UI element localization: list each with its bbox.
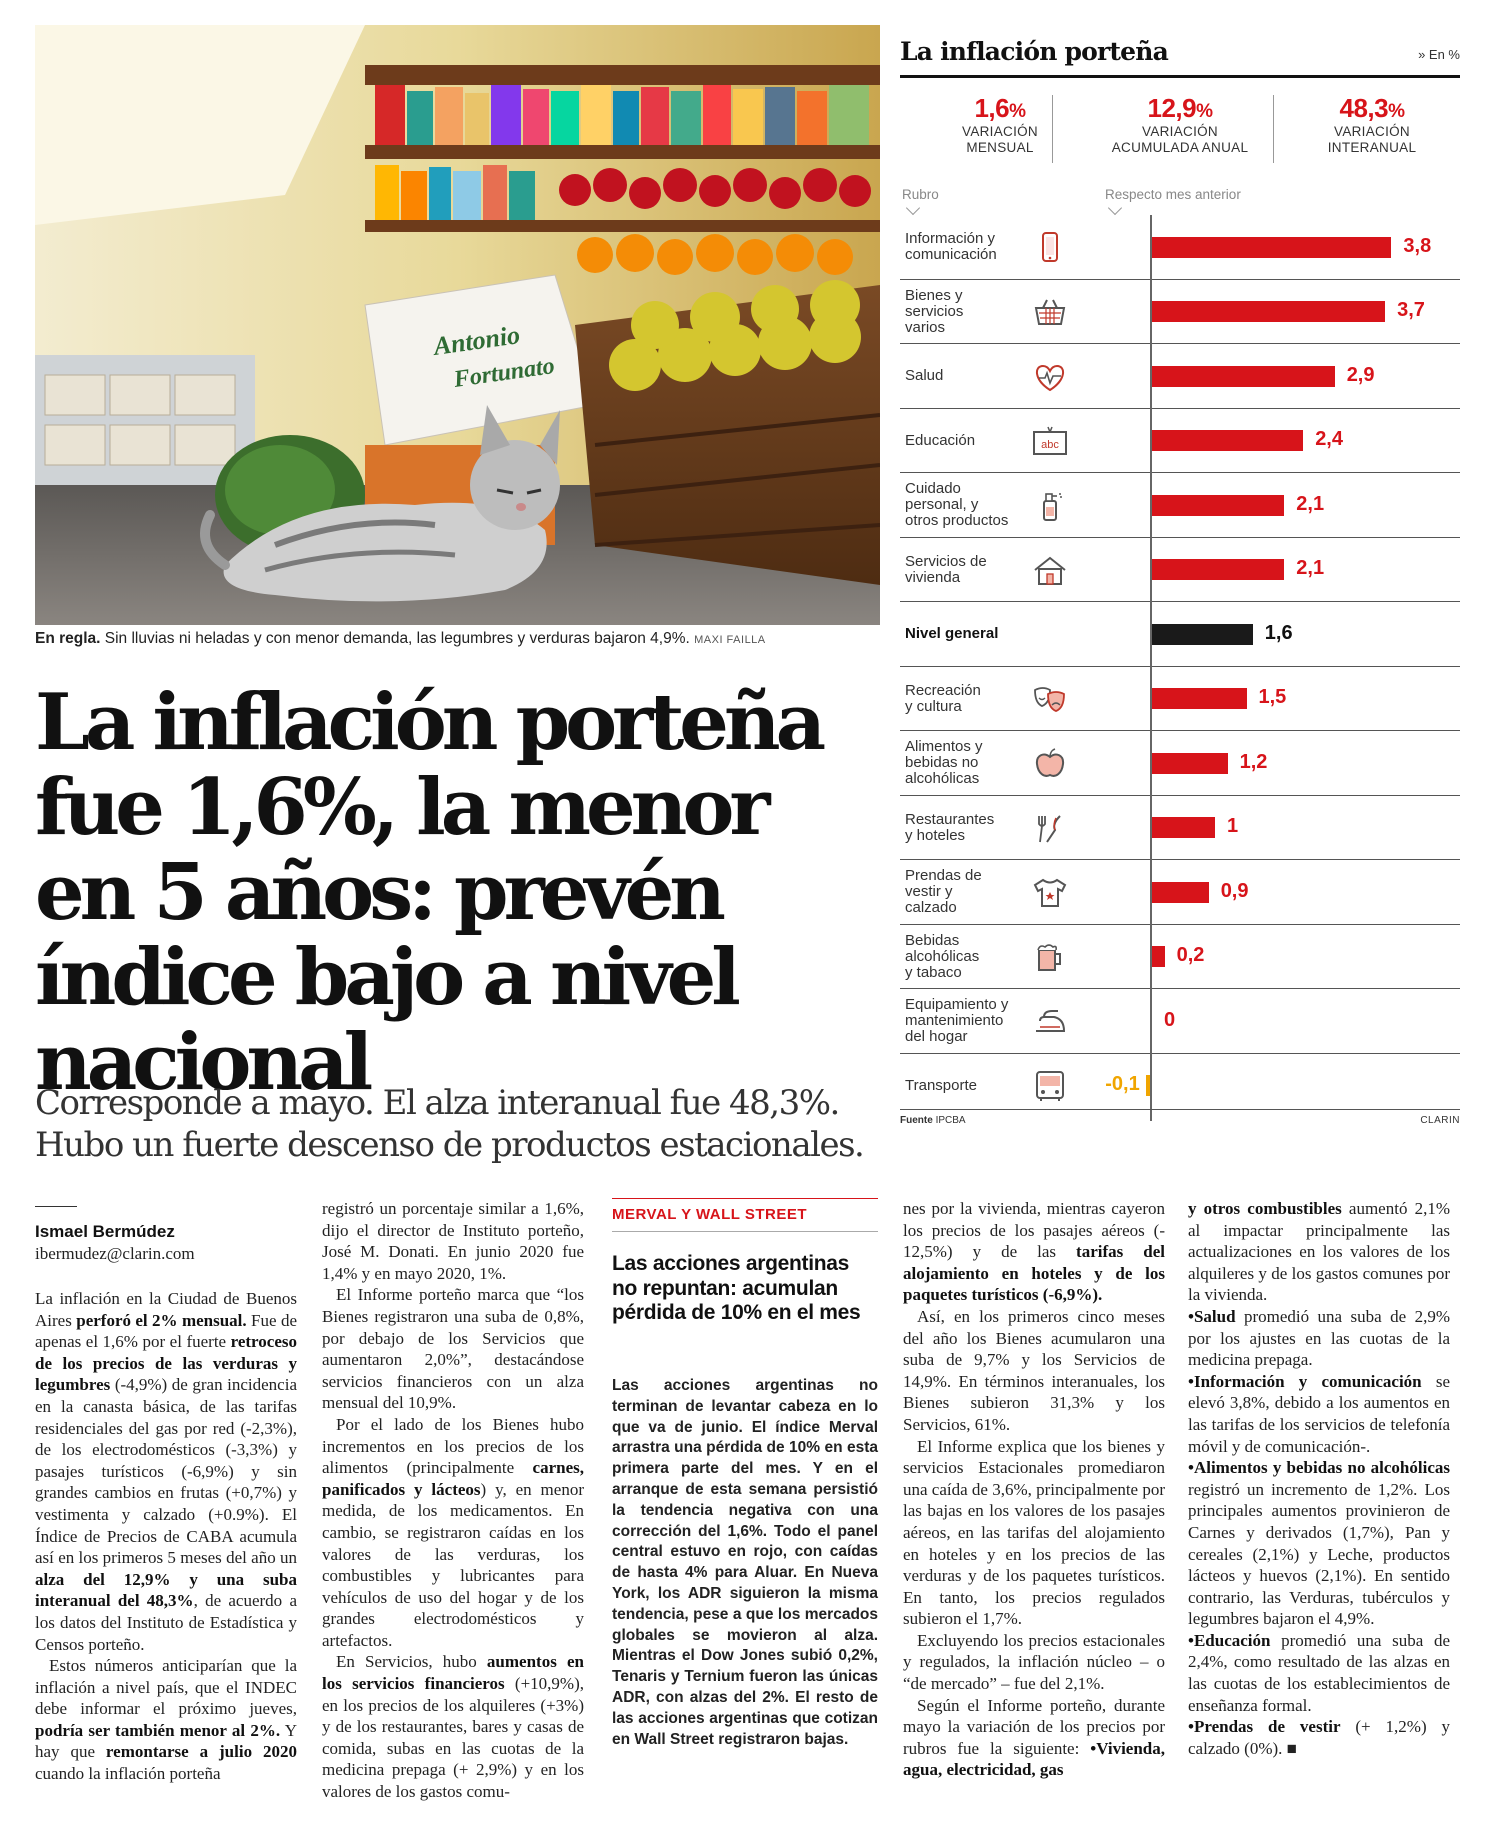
article-photo — [35, 25, 880, 625]
stat-monthly — [900, 93, 1100, 156]
headline: La inflación porteña fue 1,6%, la menor en 5 años: prevén índice bajo a nivel nacional — [35, 677, 822, 1108]
chart-row — [900, 215, 1460, 280]
inflation-infographic — [900, 35, 1460, 1130]
article-paragraph: •Información y comunicación se elevó 3,8%, debido a los aumentos en las tarifas de los servicios de telefonía móvil y de comunicación-. — [1188, 1371, 1450, 1456]
chart-bar — [1152, 237, 1391, 258]
article-paragraph: •Educación promedió una suba de 2,4%, como resultado de las alzas en las cuotas de los establecimientos de enseñanza formal. — [1188, 1630, 1450, 1715]
infographic-bottom-rule — [900, 1109, 1460, 1110]
infographic-title: La inflación porteña — [900, 37, 1169, 66]
value-label: 2,1 — [1296, 557, 1325, 580]
article-paragraph: El Informe porteño marca que “los Bienes registraron una suba de 0,8%, por debajo de los Servicios que aumentaron 2,0%”, destacándose servicios financieros con un alza mensual del 10,9%. — [322, 1285, 584, 1413]
chart-bar — [1152, 495, 1284, 516]
category-label: Bebidas alcohólicas y tabaco — [905, 931, 980, 981]
category-label: Nivel general — [905, 625, 999, 643]
column-header-rubro: Rubro — [902, 187, 939, 202]
article-paragraph: registró un porcentaje similar a 1,6%, dijo el director de Instituto porteño, José M. Donati. En junio 2020 fue 1,4% y en mayo 2020, 1%. — [322, 1199, 584, 1283]
chart-row — [900, 409, 1460, 474]
stat-interannual — [1272, 93, 1472, 156]
photo-caption — [35, 630, 880, 648]
caption-lead: En regla. — [35, 630, 101, 647]
source-note: Fuente IPCBA — [900, 1115, 966, 1126]
chart-bar — [1152, 624, 1253, 645]
article-paragraph: Por el lado de los Bienes hubo incrementos en los precios de los alimentos (principalmente carnes, panificados y lácteos) y, en menor medida, de los medicamentos. En cambio, se registraron caídas en los valores de las verduras, los combustibles y lubricantes para vehículos de uso del hogar y de los grandes electrodomésticos y artefactos. — [322, 1414, 584, 1650]
chart-row — [900, 989, 1460, 1054]
grocery-cat-illustration — [35, 25, 880, 625]
chart-row — [900, 667, 1460, 732]
box-brand-text-2: Fortunato — [452, 353, 557, 393]
chart-bar — [1152, 946, 1165, 967]
chart-row — [900, 925, 1460, 990]
chart-row — [900, 731, 1460, 796]
article-paragraph: •Alimentos y bebidas no alcohólicas registró un incremento de 1,2%. Los principales aumentos provinieron de Carnes y derivados (1,7%), Pan y cereales (2,1%) y Leche, productos lácteos y huevos (2,1%). En sentido contrario, las Verduras, tubérculos y legumbres bajaron el 4,9%. — [1188, 1458, 1450, 1629]
bus-icon — [1030, 1068, 1070, 1104]
stat-label: VARIACIÓN INTERANUAL — [1327, 124, 1417, 155]
stat-label: VARIACIÓN MENSUAL — [962, 124, 1038, 155]
value-label: 1,6 — [1264, 621, 1293, 644]
sidebar-rule — [612, 1198, 878, 1199]
article-paragraph: Estos números anticiparían que la inflación a nivel país, que el INDEC debe informar el próximo jueves, podría ser también menor al 2%. Y hay que remontarse a julio 2020 cuando la inflación porteña — [35, 1656, 297, 1784]
chart-bar — [1152, 430, 1303, 451]
category-label: Transporte — [905, 1076, 977, 1094]
column-header-respecto: Respecto mes anterior — [1105, 187, 1241, 202]
byline-rule — [35, 1206, 77, 1207]
article-column-1 — [35, 1288, 297, 1785]
chart-bar — [1152, 882, 1209, 903]
chart-bar — [1152, 753, 1228, 774]
chevron-down-icon — [1108, 201, 1122, 215]
value-label: 0 — [1164, 1008, 1176, 1031]
chart-row — [900, 602, 1460, 667]
chart-bar — [1152, 688, 1247, 709]
article-column-2 — [322, 1198, 584, 1803]
heart-icon — [1030, 358, 1070, 394]
phone-icon — [1030, 229, 1070, 265]
sidebar-body: Las acciones argentinas no terminan de levantar cabeza en lo que va de junio. El índice Merval arrastra una pérdida de 10% en esta primera parte del mes. Y en el arranque de esta semana persistió la tendencia negativa con una corrección del 1,6%. Todo el panel central estuvo en rojo, con caídas de hasta 4% para Aluar. En Nueva York, los ADR siguieron la misma tendencia, pese a que los mercados globales se movieron al alza. Mientras el Dow Jones subió 0,2%, Tenaris y Ternium fueron las únicas ADR, con alzas del 2%. El resto de las acciones argentinas que cotizan en Wall Street registraron bajas. — [612, 1377, 878, 1748]
chart-row — [900, 344, 1460, 409]
category-label: Recreación y cultura — [905, 681, 981, 715]
basket-icon — [1030, 294, 1070, 330]
chevron-down-icon — [906, 201, 920, 215]
value-label: 1,2 — [1239, 750, 1268, 773]
caption-text: Sin lluvias ni heladas y con menor demanda, las legumbres y verduras bajaron 4,9%. — [100, 630, 690, 647]
stat-label: VARIACIÓN ACUMULADA ANUAL — [1111, 124, 1249, 155]
chart-bar — [1152, 366, 1335, 387]
value-label: 2,9 — [1346, 363, 1375, 386]
chart-row — [900, 538, 1460, 603]
beer-mug-icon — [1030, 939, 1070, 975]
stat-value: 1,6% — [974, 93, 1026, 123]
article-paragraph: nes por la vivienda, mientras cayeron los precios de los pasajes aéreos (- 12,5%) y de las tarifas del alojamiento en hoteles y de los paquetes turísticos (-6,9%). — [903, 1199, 1165, 1305]
article-paragraph: y otros combustibles aumentó 2,1% al impactar principalmente las actualizaciones en los valores de los alquileres y de los gastos comunes por la vivienda. — [1188, 1199, 1450, 1305]
category-label: Bienes y servicios varios — [905, 286, 964, 336]
spray-bottle-icon — [1030, 487, 1070, 523]
sidebar-title: Las acciones argentinas no repuntan: acumulan pérdida de 10% en el mes — [612, 1252, 861, 1324]
iron-icon — [1030, 1003, 1070, 1039]
category-label: Prendas de vestir y calzado — [905, 867, 982, 917]
article-column-4 — [903, 1198, 1165, 1781]
value-label: 1 — [1227, 815, 1239, 838]
article-paragraph: Así, en los primeros cinco meses del año los Bienes acumularon una suba de 9,7% y los Servicios de 14,9%. En términos interanuales, los Bienes subieron 31,3% y los Servicios, 61%. — [903, 1306, 1165, 1434]
house-icon — [1030, 552, 1070, 588]
stat-value: 48,3% — [1339, 93, 1405, 123]
value-label: 2,1 — [1296, 492, 1325, 515]
infographic-top-rule — [900, 75, 1460, 78]
category-label: Salud — [905, 367, 944, 385]
byline-email[interactable]: ibermudez@clarin.com — [35, 1244, 195, 1263]
value-label: 0,2 — [1176, 944, 1205, 967]
abc-board-icon — [1030, 423, 1070, 459]
article-paragraph: Según el Informe porteño, durante mayo la variación de los precios por rubros fue la siguiente: •Vivienda, agua, electricidad, gas — [903, 1695, 1165, 1780]
box-brand-text-1: Antonio — [431, 320, 522, 361]
svg-text:abc: abc — [1041, 438, 1059, 451]
value-label: -0,1 — [1105, 1073, 1140, 1096]
value-label: 1,5 — [1258, 686, 1287, 709]
article-paragraph: La inflación en la Ciudad de Buenos Aires perforó el 2% mensual. Fue de apenas el 1,6% por el fuerte retroceso de los precios de las verduras y legumbres (-4,9%) de gran incidencia en la canasta básica, de las tarifas residenciales del gas por red (-2,3%), de los electrodomésticos (-3,3%) y pasajes turísticos (-6,9%) y sin grandes cambios en frutas (+0,7%) y vestimenta y calzado (+0.9%). El Índice de Precios de CABA acumula así en los primeros 5 meses del año un alza del 12,9% y una suba interanual del 48,3%, de acuerdo a los datos del Instituto de Estadística y Censos porteño. — [35, 1289, 297, 1654]
article-column-5 — [1188, 1198, 1450, 1759]
article-paragraph: Excluyendo los precios estacionales y regulados, la inflación núcleo – o “de mercado” – fue del 2,1%. — [903, 1630, 1165, 1694]
value-label: 2,4 — [1315, 428, 1343, 451]
chart-bar — [1152, 301, 1385, 322]
chart-bar — [1152, 817, 1215, 838]
photo-credit: MAXI FAILLA — [694, 634, 766, 646]
category-label: Restaurantes y hoteles — [905, 810, 995, 844]
theater-masks-icon — [1030, 681, 1070, 717]
article-paragraph: •Prendas de vestir (+ 1,2%) y calzado (0%). ■ — [1188, 1717, 1450, 1758]
fork-knife-icon — [1030, 810, 1070, 846]
article-paragraph: En Servicios, hubo aumentos en los servicios financieros (+10,9%), en los precios de los alquileres (+3%) y de los restaurantes, bares y casas de comida, subas en las cuotas de la medicina prepaga (+ 2,9%) y en los valores de los gastos comu- — [322, 1652, 584, 1802]
category-label: Equipamiento y mantenimiento del hogar — [905, 996, 1009, 1046]
chart-row — [900, 860, 1460, 925]
value-label: 0,9 — [1220, 879, 1249, 902]
apple-icon — [1030, 745, 1070, 781]
chart-bar — [1152, 559, 1284, 580]
byline-name: Ismael Bermúdez — [35, 1222, 175, 1241]
sidebar-kicker: MERVAL Y WALL STREET — [612, 1206, 878, 1232]
stat-divider — [1052, 95, 1053, 163]
category-label: Educación — [905, 431, 976, 449]
tshirt-icon — [1030, 874, 1070, 910]
category-label: Alimentos y bebidas no alcohólicas — [905, 738, 983, 788]
stat-annual — [1080, 93, 1280, 156]
category-label: Información y comunicación — [905, 230, 997, 264]
stat-value: 12,9% — [1147, 93, 1213, 123]
infographic-unit: » En % — [1418, 47, 1460, 62]
category-label: Servicios de vivienda — [905, 552, 987, 586]
value-label: 3,7 — [1397, 299, 1425, 322]
article-paragraph: El Informe explica que los bienes y servicios Estacionales promediaron una caída de 3,6%, principalmente por las bajas en los valores de los pasajes aéreos, en las tarifas del alojamiento en hoteles y en los precios de las verduras y de los paquetes turísticos. En tanto, los precios regulados subieron el 1,7%. — [903, 1436, 1165, 1629]
article-paragraph: •Salud promedió una suba de 2,9% por los ajustes en las cuotas de la medicina prepaga. — [1188, 1306, 1450, 1370]
zero-axis-line — [1150, 215, 1152, 1121]
value-label: 3,8 — [1403, 234, 1432, 257]
subhead: Corresponde a mayo. El alza interanual fue 48,3%. Hubo un fuerte descenso de productos estacionales. — [35, 1083, 864, 1165]
category-label: Cuidado personal, y otros productos — [905, 480, 1009, 530]
chart-row — [900, 280, 1460, 345]
brand-credit: CLARIN — [1420, 1115, 1460, 1126]
chart-row — [900, 796, 1460, 861]
chart-row — [900, 473, 1460, 538]
